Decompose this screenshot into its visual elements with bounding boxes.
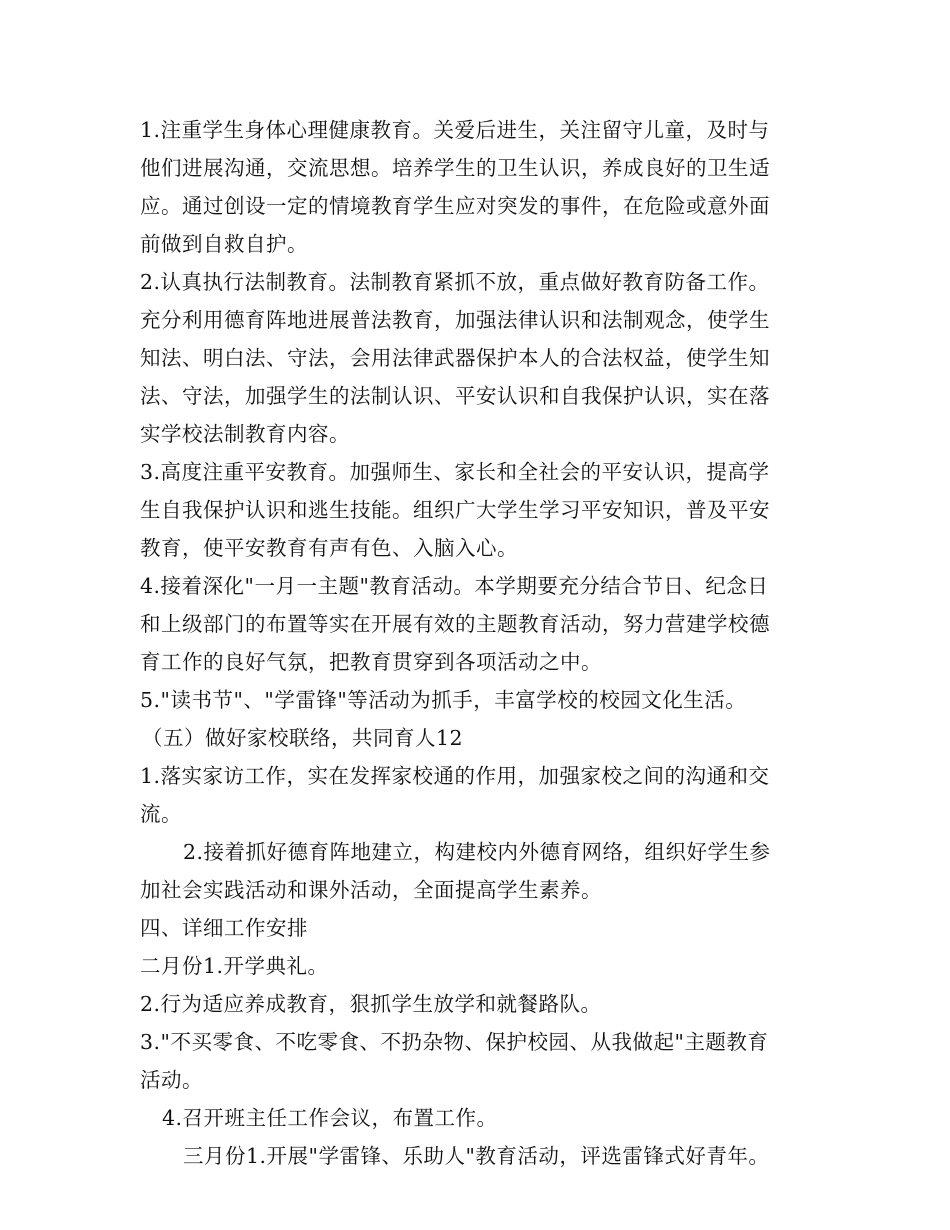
text-line: 4.召开班主任工作会议，布置工作。 xyxy=(162,1106,498,1130)
text-line: 1.落实家访工作，实在发挥家校通的作用，加强家校之间的沟通和交 xyxy=(140,764,770,788)
text-line: 实学校法制教育内容。 xyxy=(140,422,350,446)
text-line: 法、守法，加强学生的法制认识、平安认识和自我保护认识，实在落 xyxy=(140,384,770,408)
text-line: 3."不买零食、不吃零食、不扔杂物、保护校园、从我做起"主题教育 xyxy=(140,1030,769,1054)
section-heading: （五）做好家校联络，共同育人12 xyxy=(142,726,464,750)
text-line: 三月份1.开展"学雷锋、乐助人"教育活动，评选雷锋式好青年。 xyxy=(183,1144,770,1168)
section-heading: 四、详细工作安排 xyxy=(140,916,308,940)
text-line: 2.认真执行法制教育。法制教育紧抓不放，重点做好教育防备工作。 xyxy=(140,270,770,294)
text-line: 生自我保护认识和逃生技能。组织广大学生学习平安知识，普及平安 xyxy=(140,498,770,522)
text-line: 活动。 xyxy=(140,1068,203,1092)
text-line: 4.接着深化"一月一主题"教育活动。本学期要充分结合节日、纪念日 xyxy=(140,574,769,598)
text-line: 知法、明白法、守法，会用法律武器保护本人的合法权益，使学生知 xyxy=(140,346,770,370)
text-line: 和上级部门的布置等实在开展有效的主题教育活动，努力营建学校德 xyxy=(140,612,770,636)
text-line: 5."读书节"、"学雷锋"等活动为抓手，丰富学校的校园文化生活。 xyxy=(140,688,747,712)
text-line: 应。通过创设一定的情境教育学生应对突发的事件，在危险或意外面 xyxy=(140,194,770,218)
text-line: 加社会实践活动和课外活动，全面提高学生素养。 xyxy=(140,878,602,902)
text-line: 2.行为适应养成教育，狠抓学生放学和就餐路队。 xyxy=(140,992,602,1016)
text-line: 2.接着抓好德育阵地建立，构建校内外德育网络，组织好学生参 xyxy=(183,840,771,864)
text-line: 育工作的良好气氛，把教育贯穿到各项活动之中。 xyxy=(140,650,602,674)
text-line: 1.注重学生身体心理健康教育。关爱后进生，关注留守儿童，及时与 xyxy=(140,118,770,142)
text-line: 他们进展沟通，交流思想。培养学生的卫生认识，养成良好的卫生适 xyxy=(140,156,770,180)
text-line: 教育，使平安教育有声有色、入脑入心。 xyxy=(140,536,518,560)
text-line: 二月份1.开学典礼。 xyxy=(140,954,329,978)
text-line: 前做到自救自护。 xyxy=(140,232,308,256)
text-line: 3.高度注重平安教育。加强师生、家长和全社会的平安认识，提高学 xyxy=(140,460,770,484)
text-line: 充分利用德育阵地进展普法教育，加强法律认识和法制观念，使学生 xyxy=(140,308,770,332)
text-line: 流。 xyxy=(140,802,182,826)
